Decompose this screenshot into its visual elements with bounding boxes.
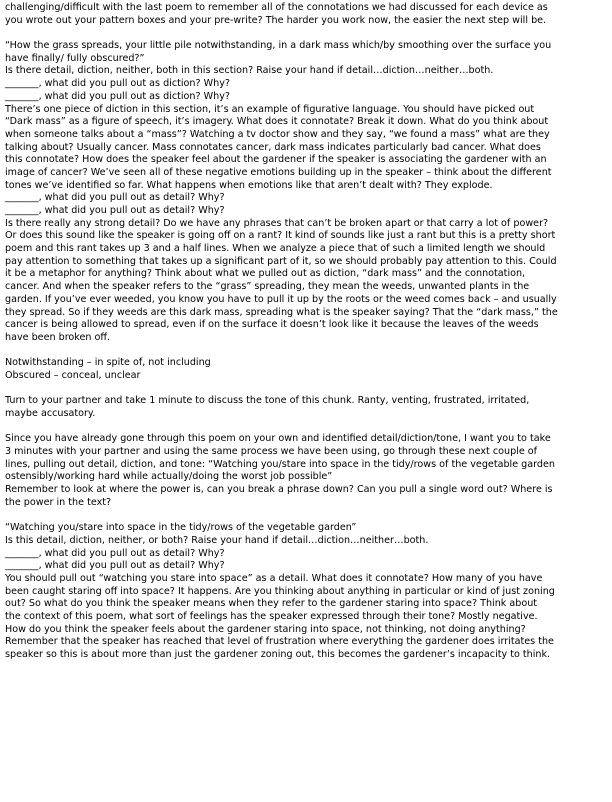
paragraph-gap: [5, 27, 605, 40]
text-line: Since you have already gone through this poem on your own and identified detail/diction/tone, I want you to take: [5, 433, 551, 445]
paragraph-gap: [5, 383, 605, 396]
quote-line: “Watching you/stare into space in the tidy/rows of the vegetable garden”: [5, 522, 357, 534]
text-line: poem and this rant takes up 3 and a half lines. When we analyze a piece that of such a limited length we should: [5, 243, 546, 255]
question-line: Is this detail, diction, neither, or both? Raise your hand if detail…diction…neither…both.: [5, 534, 429, 546]
blank-prompt: _______, what did you pull out as diction? Why?: [5, 78, 230, 90]
paragraph-gap: [5, 510, 605, 523]
paragraph-vocabulary: [5, 357, 605, 382]
quote-line: “How the grass spreads, your little pile notwithstanding, in a dark mass which/by smoothing over the surface you: [5, 40, 552, 52]
text-line: tones we’ve identified so far. What happens when emotions like that aren’t dealt with? They explode.: [5, 179, 493, 191]
paragraph-watching-analysis: [5, 522, 605, 662]
blank-prompt: _______, what did you pull out as detail? Why?: [5, 205, 225, 216]
document-page: [5, 2, 605, 662]
text-line: image of cancer? We’ve seen all of these negative emotions building up in the speaker – think about the different: [5, 166, 552, 178]
paragraph-gap: [5, 345, 605, 358]
text-line: Or does this sound like the speaker is going off on a rant? It kind of sounds like just a rant but this is a pretty short: [5, 230, 556, 242]
text-line: you wrote out your pattern boxes and your pre-write? The harder you work now, the easier the next step will be.: [5, 14, 547, 26]
text-line: lines, pulling out detail, diction, and tone: “Watching you/stare into space in the tidy/rows of the vegetable garden: [5, 458, 555, 470]
text-line: Turn to your partner and take 1 minute to discuss the tone of this chunk. Ranty, venting, frustrated, irritated,: [5, 395, 530, 407]
blank-prompt: _______, what did you pull out as detail? Why?: [5, 192, 225, 204]
text-line: been caught staring off into space? It happens. Are you thinking about anything in particular or kind of just zoning: [5, 585, 555, 597]
vocabulary-definition: Notwithstanding – in spite of, not including: [5, 357, 211, 369]
text-line: it be a metaphor for anything? Think about what we pulled out as diction, “dark mass” and the connotation,: [5, 268, 526, 280]
text-line: Remember to look at where the power is, can you break a phrase down? Can you pull a single word out? Where is: [5, 484, 553, 496]
paragraph-intro: [5, 2, 605, 27]
paragraph-partner-tone: [5, 395, 605, 420]
text-line: How do you think the speaker feels about the gardener staring into space, not thinking, not doing anything?: [5, 623, 526, 635]
paragraph-gap: [5, 421, 605, 434]
blank-prompt: _______, what did you pull out as detail? Why?: [5, 560, 225, 572]
text-line: when someone talks about a “mass”? Watching a tv doctor show and they say, “we found a mass” what are they: [5, 128, 550, 140]
text-line: pay attention to something that takes up a significant part of it, so we should probably pay attention to this. Could: [5, 255, 557, 267]
text-line: maybe accusatory.: [5, 408, 96, 419]
text-line: Remember that the speaker has reached that level of frustration where everything the gardener does irritates the: [5, 636, 554, 648]
question-line: Is there detail, diction, neither, both in this section? Raise your hand if detail…diction…neither…both.: [5, 65, 494, 77]
text-line: out? So what do you think the speaker means when they refer to the gardener staring into space? Think about: [5, 598, 538, 610]
text-line: cancer is being allowed to spread, even if on the surface it doesn’t look like it because the leaves of the weeds: [5, 319, 539, 331]
text-line: ostensibly/working hard while actually/doing the worst job possible”: [5, 471, 333, 483]
text-line: cancer. And when the speaker refers to the “grass” spreading, they mean the weeds, unwanted plants in the: [5, 281, 530, 293]
text-line: have been broken off.: [5, 331, 111, 343]
text-line: garden. If you’ve ever weeded, you know you have to pull it up by the roots or the weed comes back – and usually: [5, 293, 557, 305]
blank-prompt: _______, what did you pull out as diction? Why?: [5, 90, 230, 102]
text-line: the context of this poem, what sort of feelings has the speaker expressed through their tone? Mostly negative.: [5, 611, 538, 622]
paragraph-partner-process: [5, 433, 605, 509]
text-line: they spread. So if they weeds are this dark mass, spreading what is the speaker saying? That the “dark mass,” the: [5, 306, 558, 318]
quote-line: have finally/ fully obscured?”: [5, 52, 145, 64]
text-line: Is there really any strong detail? Do we have any phrases that can’t be broken apart or that carry a lot of power?: [5, 217, 549, 229]
text-line: challenging/difficult with the last poem to remember all of the connotations we had discussed for each device as: [5, 2, 548, 13]
vocabulary-definition: Obscured – conceal, unclear: [5, 369, 141, 381]
text-line: “Dark mass” as a figure of speech, it’s imagery. What does it connotate? Break it down. What do you think about: [5, 116, 549, 128]
paragraph-grass-analysis: [5, 40, 605, 345]
blank-prompt: _______, what did you pull out as detail? Why?: [5, 547, 225, 559]
text-line: talking about? Usually cancer. Mass connotates cancer, dark mass indicates particularly bad cancer. What does: [5, 141, 541, 153]
text-line: the power in the text?: [5, 496, 112, 508]
text-line: You should pull out “watching you stare into space” as a detail. What does it connotate? How many of you have: [5, 572, 543, 584]
text-line: speaker so this is about more than just the gardener zoning out, this becomes the gardener’s incapacity to think.: [5, 649, 551, 661]
text-line: There’s one piece of diction in this section, it’s an example of figurative language. You should have picked out: [5, 103, 535, 115]
text-line: this connotate? How does the speaker feel about the gardener if the speaker is associating the gardener with an: [5, 154, 547, 166]
text-line: 3 minutes with your partner and using the same process we have been using, go through these next couple of: [5, 446, 538, 458]
